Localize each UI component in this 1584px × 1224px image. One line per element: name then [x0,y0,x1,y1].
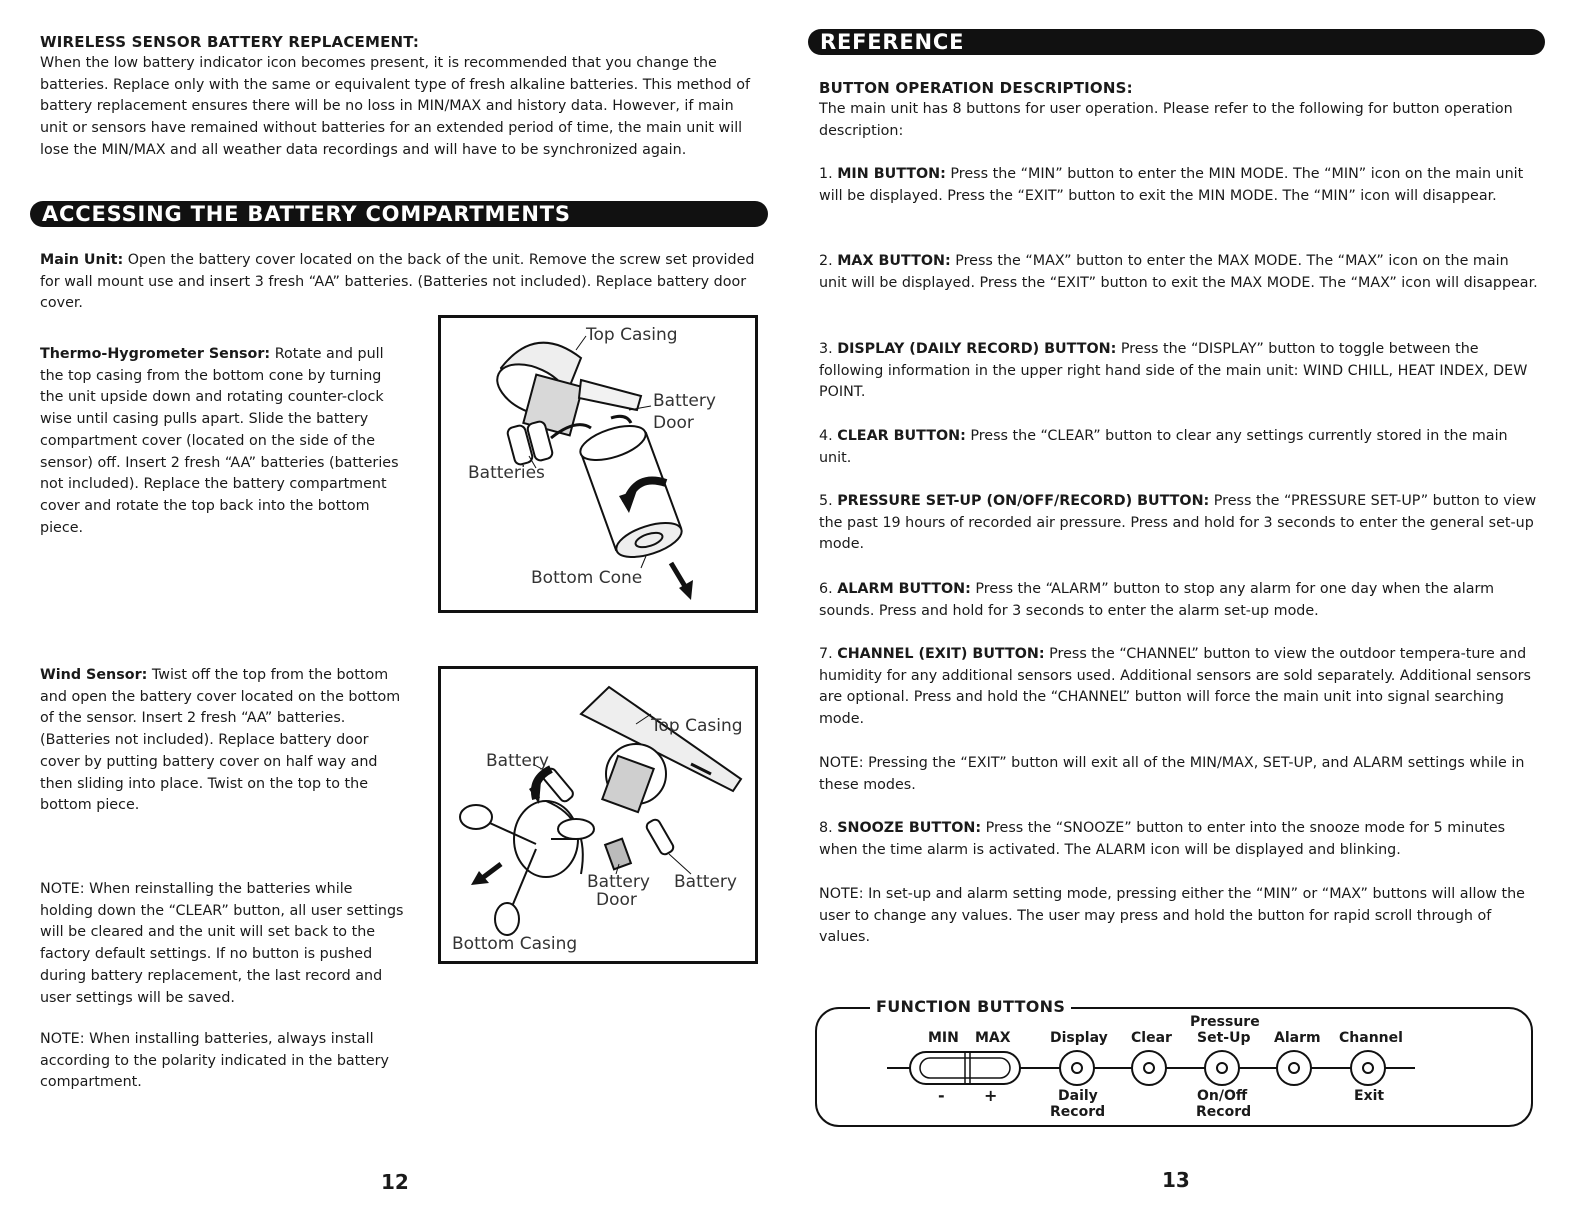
item-2-label: MAX BUTTON: [837,253,951,269]
item-3-text: Press the “DISPLAY” button to toggle between the following information in the upper right hand side of the main unit: WIND CHILL, HEAT INDEX, DEW POINT. [819,341,1528,401]
item-6-text: Press the “ALARM” button to stop any alarm for one day when the alarm sounds. Press and hold for 3 seconds to enter the alarm set-up mode. [819,581,1495,619]
item-8-label: SNOOZE BUTTON: [837,820,982,836]
item-1-label: MIN BUTTON: [837,166,946,182]
fb-record-label: Record [1050,1104,1106,1120]
wind-label: Wind Sensor: [40,667,148,683]
fig1-batteries-label: Batteries [468,463,545,483]
reinstall-note: NOTE: When reinstalling the batteries while holding down the “CLEAR” button, all user settings will be cleared and the unit will set back to the factory default settings. If no button is pushed during battery replacement, the last record and user settings will be saved. [40,881,404,1006]
fig2-bottom-casing-label: Bottom Casing [452,934,578,954]
setup-note: NOTE: In set-up and alarm setting mode, pressing either the “MIN” or “MAX” buttons will allow the user to change any values. The user may press and hold the button for rapid scroll through of values. [819,886,1525,946]
fb-min-label: MIN [928,1030,959,1046]
thermo-paragraph [40,344,408,539]
item-clear-button [819,426,1539,469]
item-display-button [819,339,1539,404]
fig2-battery-door-label-2: Door [596,890,637,910]
item-5-num: 5. [819,493,833,509]
thermo-sensor-figure [438,315,758,613]
item-7-label: CHANNEL (EXIT) BUTTON: [837,646,1045,662]
fb-record2-label: Record [1196,1104,1252,1120]
fb-display-label: Display [1050,1030,1108,1046]
battery-compartments-banner: ACCESSING THE BATTERY COMPARTMENTS [30,201,768,227]
item-alarm-button [819,579,1539,622]
item-5-label: PRESSURE SET-UP (ON/OFF/RECORD) BUTTON: [837,493,1210,509]
item-3-num: 3. [819,341,833,357]
item-4-num: 4. [819,428,833,444]
item-7-num: 7. [819,646,833,662]
item-1-text: Press the “MIN” button to enter the MIN MODE. The “MIN” icon on the main unit will be displayed. Press the “EXIT” button to exit the MIN MODE. The “MIN” icon will disappear. [819,166,1524,204]
item-min-button [819,164,1539,207]
button-operation-intro: The main unit has 8 buttons for user operation. Please refer to the following for button operation description: [819,101,1513,139]
item-8-text: Press the “SNOOZE” button to enter into the snooze mode for 5 minutes when the time alarm is activated. The ALARM icon will be displayed and blinking. [819,820,1506,858]
wind-sensor-figure [438,666,758,964]
item-2-text: Press the “MAX” button to enter the MAX MODE. The “MAX” icon on the main unit will be displayed. Press the “EXIT” button to exit the MAX MODE. The “MAX” icon will disappear. [819,253,1538,291]
page-number-right: 13 [1162,1168,1190,1192]
fig2-battery-right-label: Battery [674,872,737,892]
fb-clear-label: Clear [1131,1030,1172,1046]
item-1-num: 1. [819,166,833,182]
wind-paragraph [40,665,408,817]
fb-minus-label: - [938,1086,945,1105]
fb-plus-label: + [984,1086,998,1105]
item-6-num: 6. [819,581,833,597]
left-page [0,0,790,1224]
thermo-label: Thermo-Hygrometer Sensor: [40,346,271,362]
fig2-top-casing-label: Top Casing [651,716,743,736]
item-max-button [819,251,1539,294]
fb-alarm-label: Alarm [1274,1030,1321,1046]
wireless-body: When the low battery indicator icon becomes present, it is recommended that you change the batteries. Replace only with the same or equivalent type of fresh alkaline batteries. This method of battery replacement ensures there will be no loss in MIN/MAX and history data. However, if main unit or sensors have remained without batteries for an extended period of time, the main unit will lose the MIN/MAX and all weather data recordings and will have to be synchronized again. [40,55,750,158]
wireless-heading: WIRELESS SENSOR BATTERY REPLACEMENT: [40,33,420,51]
item-3-label: DISPLAY (DAILY RECORD) BUTTON: [837,341,1117,357]
thermo-text: Rotate and pull the top casing from the bottom cone by turning the unit upside down and rotating counter-clock wise until casing pulls apart. Slide the battery compartment cover (located on the side of the sensor) off. Insert 2 fresh “AA” batteries (batteries not included). Replace the battery compartment cover and rotate the top back into the bottom piece. [40,346,399,536]
fig1-battery-label: Battery [653,391,716,411]
item-channel-button [819,644,1539,731]
item-8-num: 8. [819,820,833,836]
reference-banner: REFERENCE [808,29,1545,55]
fig1-door-label: Door [653,413,694,433]
fb-pressure-label: Pressure [1190,1014,1260,1030]
fb-channel-label: Channel [1339,1030,1403,1046]
fig1-bottom-cone-label: Bottom Cone [531,568,643,588]
main-unit-paragraph [40,250,760,315]
function-buttons-diagram [815,1007,1533,1127]
item-7-text: Press the “CHANNEL” button to view the outdoor tempera-ture and humidity for any additional sensors used. Additional sensors are sold separately. Additional sensors are optional. Press and hold the “CHANNEL” button will force the main unit into signal searching mode. [819,646,1531,728]
fb-daily-label: Daily [1058,1088,1098,1104]
fig1-top-casing-label: Top Casing [586,325,678,345]
main-unit-text: Open the battery cover located on the back of the unit. Remove the screw set provided for wall mount use and insert 3 fresh “AA” batteries. (Batteries not included). Replace battery door cover. [40,252,755,312]
button-operation-heading: BUTTON OPERATION DESCRIPTIONS: [819,79,1133,97]
page-number-left: 12 [381,1170,409,1194]
fig2-battery-left-label: Battery [486,751,549,771]
exit-note: NOTE: Pressing the “EXIT” button will exit all of the MIN/MAX, SET-UP, and ALARM settings while in these modes. [819,755,1525,793]
wind-sensor-illustration [441,669,755,961]
item-4-text: Press the “CLEAR” button to clear any settings currently stored in the main unit. [819,428,1508,466]
polarity-note: NOTE: When installing batteries, always install according to the polarity indicated in the battery compartment. [40,1031,389,1091]
function-buttons-title: FUNCTION BUTTONS [870,997,1071,1016]
item-2-num: 2. [819,253,833,269]
wind-text: Twist off the top from the bottom and open the battery cover located on the bottom of the sensor. Insert 2 fresh “AA” batteries. (Batteries not included). Replace battery door cover by putting battery cover on half way and then sliding into place. Twist on the top to the bottom piece. [40,667,401,814]
item-4-label: CLEAR BUTTON: [837,428,966,444]
item-5-text: Press the “PRESSURE SET-UP” button to view the past 19 hours of recorded air pressure. Press and hold for 3 seconds to enter the general set-up mode. [819,493,1537,553]
fb-exit-label: Exit [1354,1088,1385,1104]
fb-max-label: MAX [975,1030,1011,1046]
item-snooze-button [819,818,1539,861]
fig2-battery-door-label-1: Battery [587,872,650,892]
main-unit-label: Main Unit: [40,252,124,268]
item-6-label: ALARM BUTTON: [837,581,971,597]
fb-setup-label: Set-Up [1197,1030,1251,1046]
item-pressure-button [819,491,1539,556]
fb-onoff-label: On/Off [1197,1088,1248,1104]
